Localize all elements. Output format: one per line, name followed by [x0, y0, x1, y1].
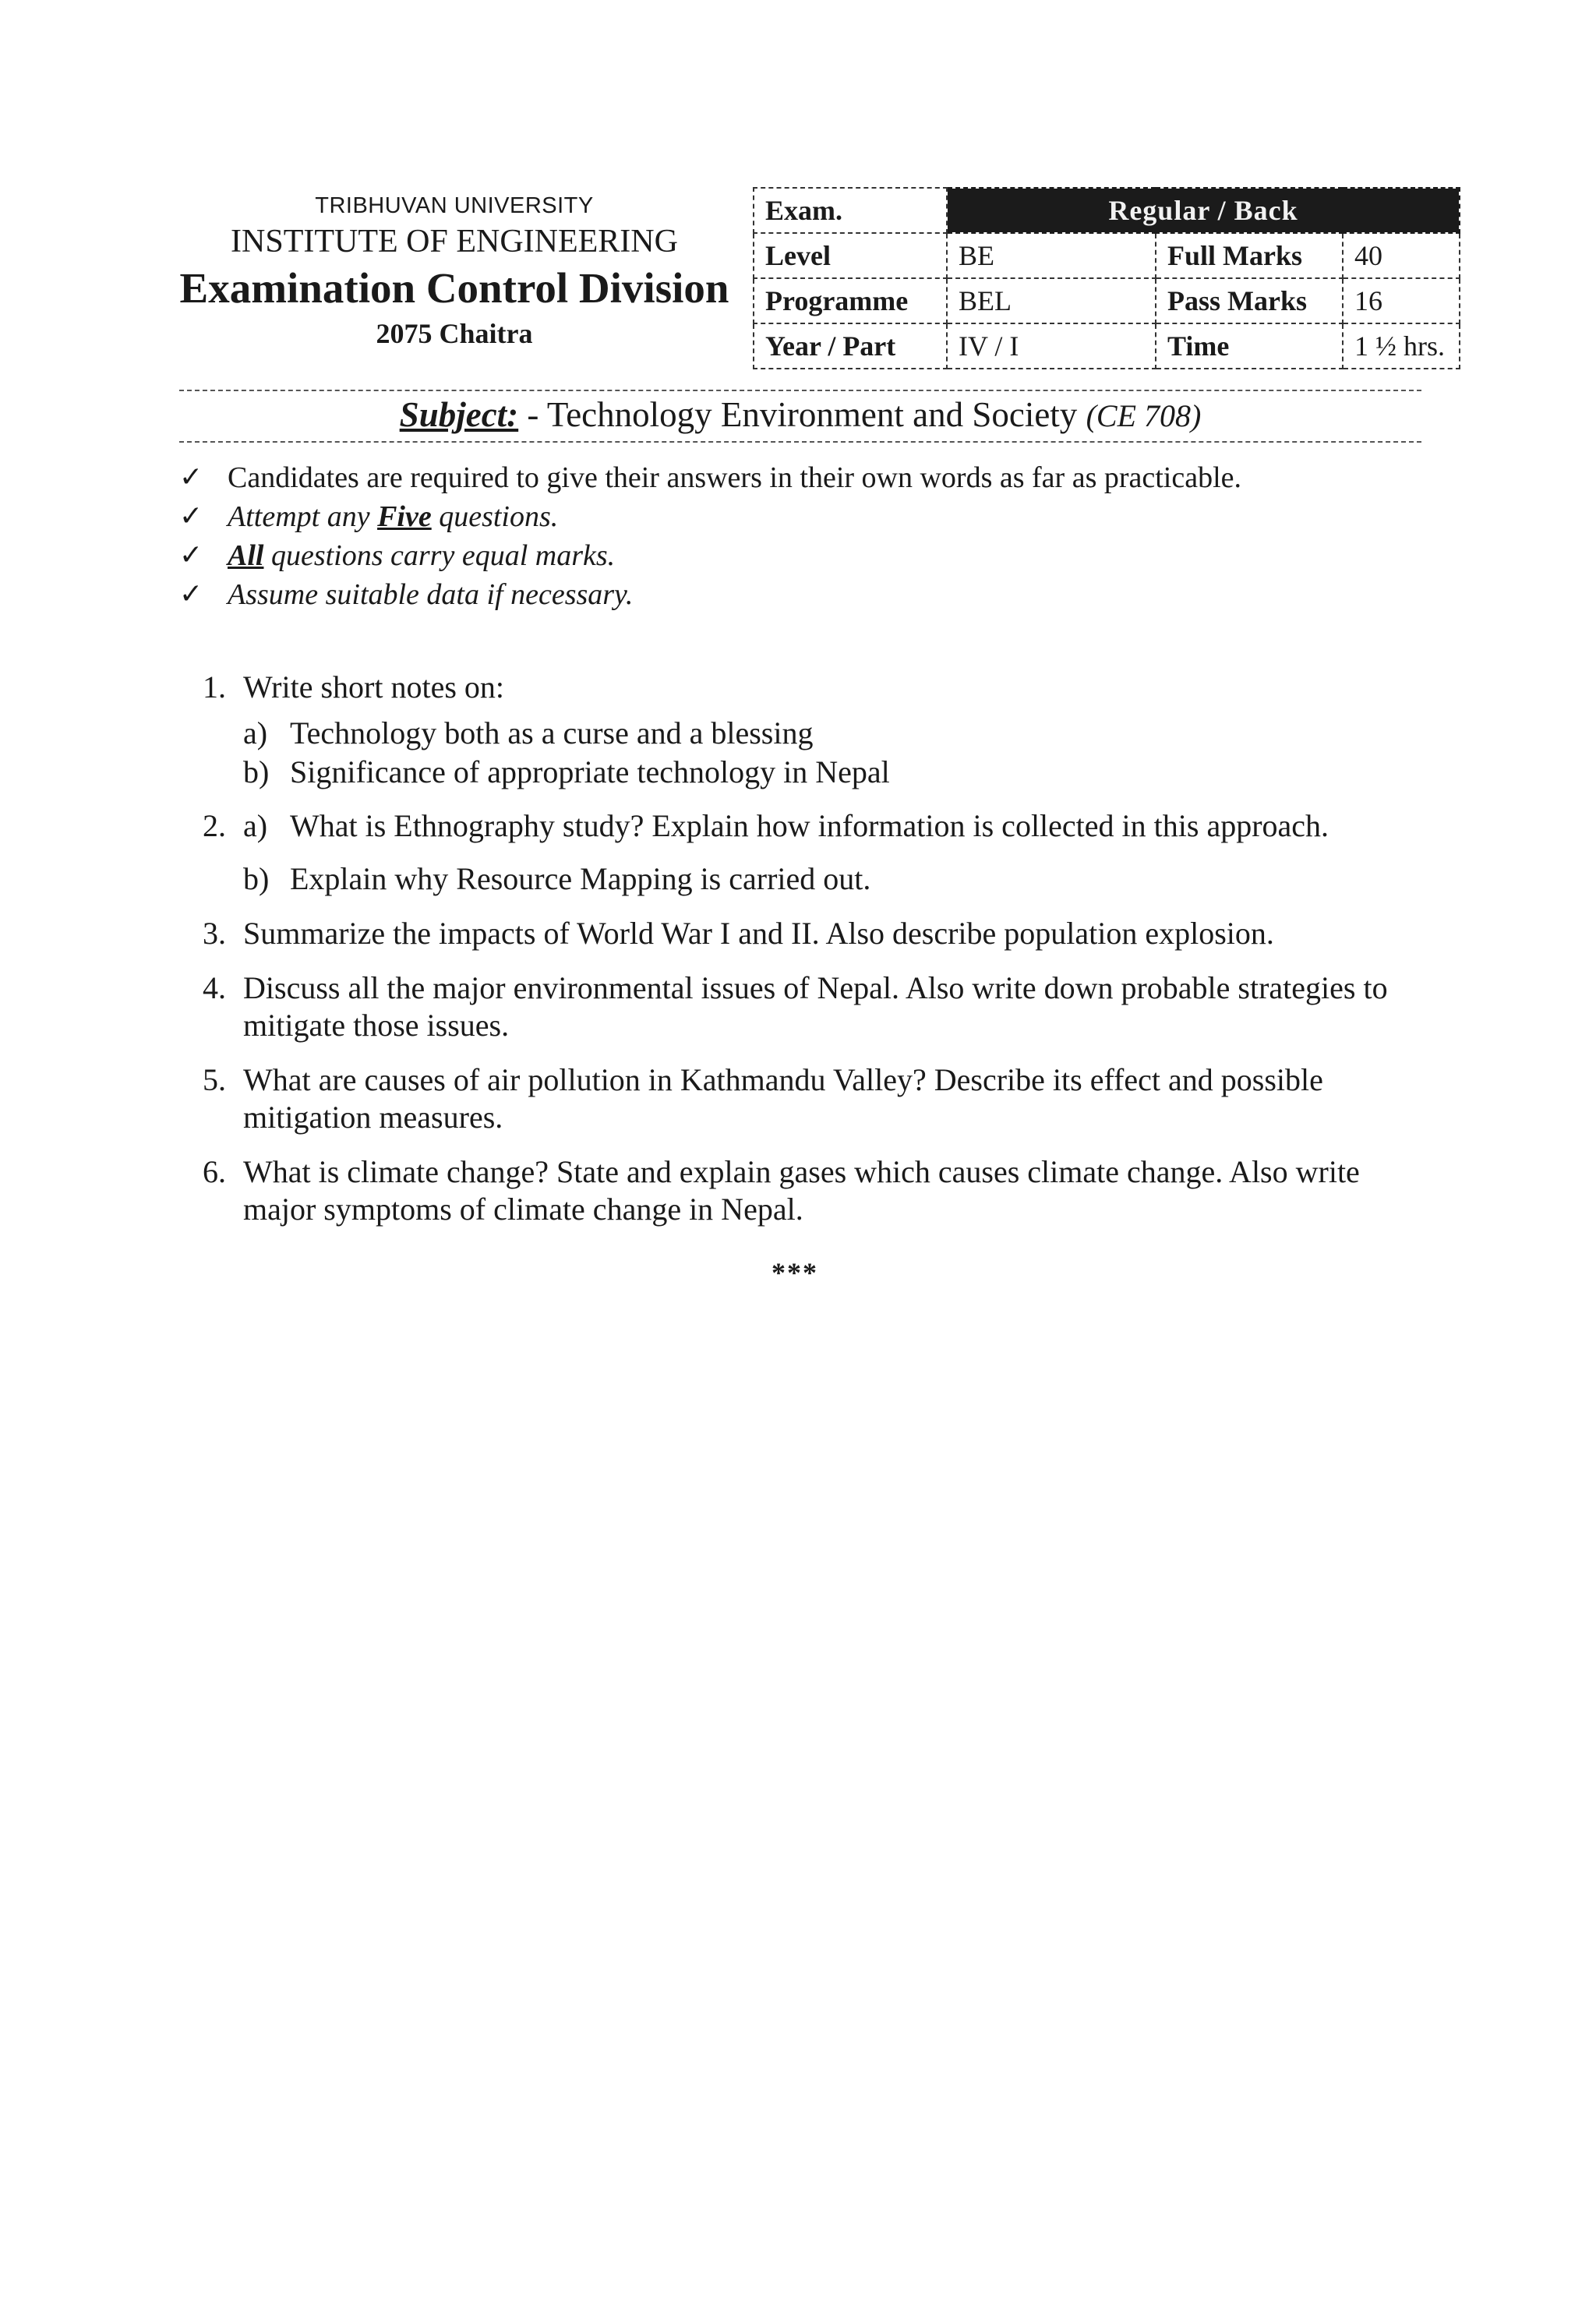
year-part-label: Year / Part: [754, 323, 947, 369]
question-number: 2.: [203, 808, 226, 843]
institution-header: [178, 190, 731, 352]
year-part-value: IV / I: [947, 323, 1156, 369]
institute-name: INSTITUTE OF ENGINEERING: [231, 224, 678, 260]
table-row: [754, 278, 1460, 323]
full-marks-value: 40: [1343, 233, 1460, 278]
instruction-part: Attempt any: [228, 500, 378, 533]
exam-type: Regular / Back: [947, 188, 1460, 233]
check-icon: ✓: [179, 461, 203, 493]
table-row: [754, 188, 1460, 233]
sub-question-label: a): [243, 715, 268, 750]
question-number-spacer: [171, 860, 243, 898]
question-number: 5.: [203, 1062, 226, 1097]
question-6: [171, 1153, 1418, 1228]
table-row: [754, 233, 1460, 278]
sub-question: [243, 714, 1418, 753]
instruction-emphasis: Five: [377, 500, 432, 533]
full-marks-label: Full Marks: [1156, 233, 1343, 278]
level-label: Level: [754, 233, 947, 278]
question-4: [171, 969, 1418, 1044]
question-number: 6.: [203, 1154, 226, 1189]
table-row: [754, 323, 1460, 369]
pass-marks-value: 16: [1343, 278, 1460, 323]
sub-question-text: Technology both as a curse and a blessing: [290, 715, 814, 750]
subject-name: Technology Environment and Society: [546, 395, 1086, 434]
programme-value: BEL: [947, 278, 1156, 323]
subject-label: Subject:: [399, 395, 519, 434]
pass-marks-label: Pass Marks: [1156, 278, 1343, 323]
programme-label: Programme: [754, 278, 947, 323]
question-text: What is climate change? State and explain gases which causes climate change. Also write major symptoms of climate change in Nepal.: [243, 1154, 1360, 1227]
level-value: BE: [947, 233, 1156, 278]
question-text: Write short notes on:: [243, 669, 504, 704]
question-2-part-b: [171, 860, 1418, 898]
exam-info-table: [753, 187, 1460, 369]
division-name: Examination Control Division: [179, 264, 729, 312]
sub-question-text: Significance of appropriate technology in Nepal: [290, 754, 890, 789]
question-number: 3.: [203, 916, 226, 951]
divider-bottom: [179, 441, 1421, 443]
question-1: [171, 669, 1418, 706]
question-3: [171, 915, 1418, 952]
end-mark: ***: [772, 1257, 818, 1288]
sub-question-label: b): [243, 861, 270, 896]
instruction-text: Candidates are required to give their answers in their own words as far as practicable.: [228, 461, 1242, 494]
question-2: [171, 807, 1418, 845]
instruction-part: questions.: [431, 500, 559, 533]
question-text: Discuss all the major environmental issues of Nepal. Also write down probable strategies to mitigate those issues.: [243, 970, 1388, 1043]
list-item: [179, 458, 1426, 497]
question-text: [243, 807, 1418, 845]
sub-question-label: a): [243, 808, 268, 843]
question-number: 1.: [203, 669, 226, 704]
check-icon: ✓: [179, 500, 203, 532]
check-icon: ✓: [179, 539, 203, 571]
exam-session: 2075 Chaitra: [376, 318, 533, 349]
instruction-part: questions carry equal marks.: [263, 539, 616, 572]
question-number: 4.: [203, 970, 226, 1005]
instruction-text: [228, 497, 558, 536]
list-item: [179, 575, 1426, 614]
sub-question-label: b): [243, 754, 270, 789]
question-text: What are causes of air pollution in Kathmandu Valley? Describe its effect and possible mitigation measures.: [243, 1062, 1323, 1135]
question-5: [171, 1061, 1418, 1136]
instruction-text: Assume suitable data if necessary.: [228, 578, 634, 611]
sub-question-text: Explain why Resource Mapping is carried out.: [290, 861, 871, 896]
instruction-emphasis: All: [228, 539, 264, 572]
list-item: [179, 497, 1426, 536]
subject-line: [179, 390, 1421, 441]
time-label: Time: [1156, 323, 1343, 369]
subject-separator: -: [518, 395, 547, 434]
question-1-parts: [226, 714, 1418, 792]
instruction-text: [228, 536, 615, 575]
sub-question: [243, 753, 1418, 792]
question-text: Summarize the impacts of World War I and II. Also describe population explosion.: [243, 916, 1274, 951]
questions-section: [171, 669, 1418, 1245]
university-name: TRIBHUVAN UNIVERSITY: [315, 193, 594, 218]
subject-code: (CE 708): [1086, 398, 1202, 433]
time-value: 1 ½ hrs.: [1343, 323, 1460, 369]
exam-label: Exam.: [754, 188, 947, 233]
check-icon: ✓: [179, 578, 203, 610]
question-text: [243, 860, 1418, 898]
instructions-list: [179, 458, 1426, 614]
list-item: [179, 536, 1426, 575]
sub-question-text: What is Ethnography study? Explain how information is collected in this approach.: [290, 808, 1329, 843]
